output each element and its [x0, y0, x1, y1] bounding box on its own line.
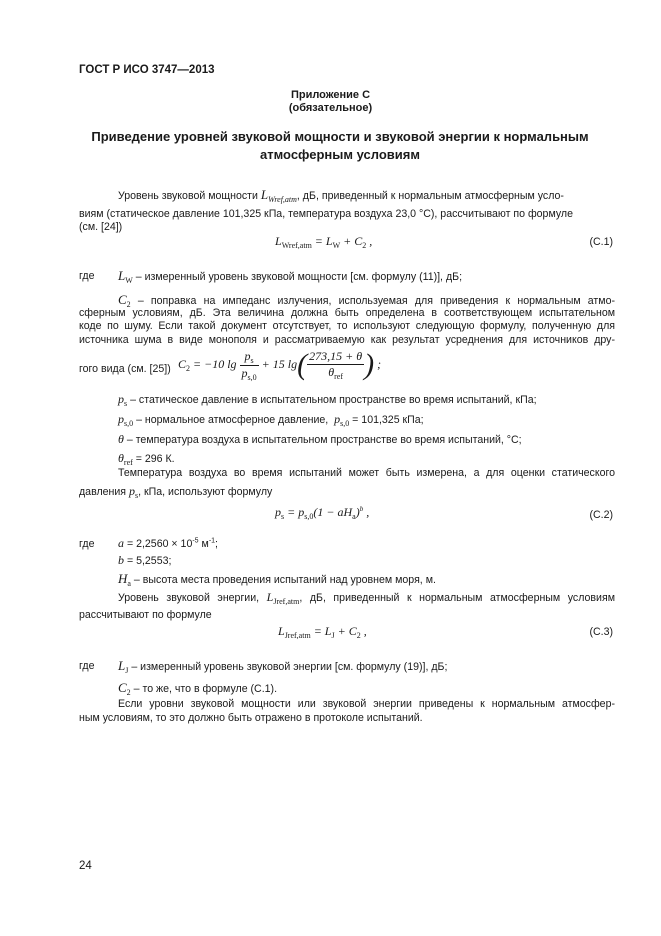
- def-c2-line-1: $C_2$ – поправка на импеданс излучения, используемая для приведения к нормальным атмо-: [118, 292, 615, 309]
- def-b: b = 5,2553;: [118, 553, 172, 567]
- def-c2-line-3: коде по шуму. Если такой документ отсутствует, то используют следующую формулу, полученную для: [79, 320, 615, 332]
- def-theta-ref: $\theta_{ref} = 296$ К.: [118, 451, 175, 467]
- p2-line-1: Температура воздуха во время испытаний может быть измерена, а для оценки статического: [118, 467, 615, 479]
- p4-line-1: Если уровни звуковой мощности или звуковой энергии приведены к нормальным атмосфер-: [118, 698, 615, 710]
- where-label-2: где: [79, 538, 95, 550]
- annex-title: Приложение C: [290, 89, 371, 101]
- p2-line-2: давления $p_s$, кПа, используют формулу: [79, 484, 273, 500]
- equation-c1-number: (C.1): [589, 236, 613, 248]
- def-ps: $p_s$ – статическое давление в испытательном пространстве во время испытаний, кПа;: [118, 392, 537, 408]
- def-c2-line-5: гого вида (см. [25]): [79, 363, 171, 375]
- def-a: $a = 2,2560 \times 10^{-5}$ $м^{-1}$;: [118, 536, 218, 550]
- annex-status: (обязательное): [288, 102, 373, 114]
- p4-line-2: ным условиям, то это должно быть отражено в протоколе испытаний.: [79, 712, 423, 724]
- def-c2-ref: $C_2$ – то же, что в формуле (C.1).: [118, 680, 278, 697]
- def-lw: $L_W$ – измеренный уровень звуковой мощности [см. формулу (11)], дБ;: [118, 268, 463, 285]
- def-c2-line-4: источника шума в виде монополя и рассматриваемую как результат усреднения для источников дру-: [79, 334, 615, 346]
- p3-line-2: рассчитывают по формуле: [79, 609, 212, 621]
- p1-line-1: Уровень звуковой мощности $L_{Wref,atm}$, дБ, приведенный к нормальным атмосферным усло-: [118, 187, 564, 204]
- p1-line-3: (см. [24]): [79, 221, 123, 233]
- where-label-3: где: [79, 660, 95, 672]
- equation-c3: $L_{Jref,atm} = L_J + C_2$ ,: [278, 624, 367, 640]
- p3-line-1: Уровень звуковой энергии, $L_{Jref,atm}$, дБ, приведенный к нормальным атмосферным условиям: [118, 590, 615, 606]
- def-ha: $H_a$ – высота места проведения испытаний над уровнем моря, м.: [118, 571, 436, 588]
- def-ps0: $p_{s,0}$ – нормальное атмосферное давление, $p_{s,0} = 101,325$ кПа;: [118, 412, 424, 428]
- symbol-lwref: $L_{Wref,atm}$: [260, 187, 297, 204]
- title-line-1: Приведение уровней звуковой мощности и звуковой энергии к нормальным: [91, 129, 589, 144]
- equation-c2-correction: $C_2 = -10$ lg $\frac{p_s}{p_{s,0}}$ + 15 lg( $\frac{273,15 + \theta}{\theta_{ref}}$ ) ;: [178, 348, 382, 382]
- page-number: 24: [79, 860, 92, 872]
- p1-line-2: виям (статическое давление 101,325 кПа, температура воздуха 23,0 °С), рассчитывают по формуле: [79, 208, 573, 220]
- title-line-2: атмосферным условиям: [260, 147, 420, 162]
- document-header: ГОСТ Р ИСО 3747—2013: [79, 64, 215, 76]
- equation-c2-number: (C.2): [589, 509, 613, 521]
- section-title: [60, 128, 620, 164]
- def-c2-line-2: сферным условиям, дБ. Эта величина должна быть определена в соответствующем испытательном: [79, 307, 615, 319]
- equation-c3-number: (C.3): [589, 626, 613, 638]
- equation-c2: $p_s = p_{s,0}(1 - aH_a)^b$ ,: [275, 505, 370, 521]
- def-theta: θ – температура воздуха в испытательном пространстве во время испытаний, °С;: [118, 432, 522, 446]
- equation-c1: $L_{Wref,atm} = L_W + C_2$ ,: [275, 234, 373, 250]
- where-label-1: где: [79, 270, 95, 282]
- def-lj: $L_J$ – измеренный уровень звуковой энергии [см. формулу (19)], дБ;: [118, 658, 448, 675]
